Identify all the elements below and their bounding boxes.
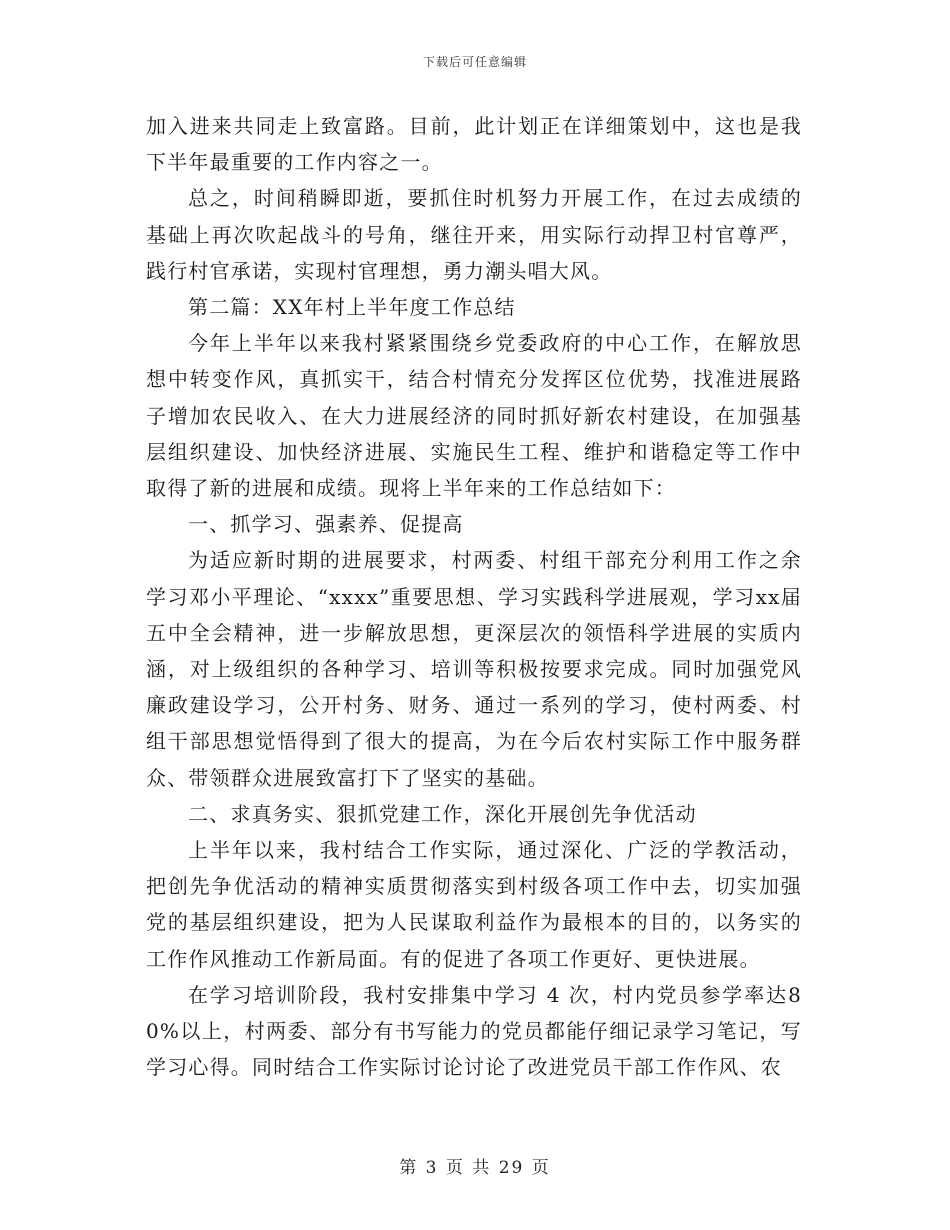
paragraph-2: 总之，时间稍瞬即逝，要抓住时机努力开展工作，在过去成绩的基础上再次吹起战斗的号角，继往开来，用实际行动捍卫村官尊严，践行村官承诺，实现村官理想，勇力潮头唱大风。 [146, 186, 802, 283]
section-title: 第二篇：XX年村上半年度工作总结 [188, 295, 516, 320]
paragraph-5: 上半年以来，我村结合工作实际，通过深化、广泛的学教活动，把创先争优活动的精神实质贯彻落实到村级各项工作中去，切实加强党的基层组织建设，把为人民谋取利益作为最根本的目的，以务实的工作作风推动工作新局面。有的促进了各项工作更好、更快进展。 [146, 838, 802, 971]
paragraph-4: 为适应新时期的进展要求，村两委、村组干部充分利用工作之余学习邓小平理论、“xxxx”重要思想、学习实践科学进展观，学习xx届五中全会精神，进一步解放思想，更深层次的领悟科学进展的实质内涵，对上级组织的各种学习、培训等积极按要求完成。同时加强党风廉政建设学习，公开村务、财务、通过一系列的学习，使村两委、村组干部思想觉悟得到了很大的提高，为在今后农村实际工作中服务群众、带领群众进展致富打下了坚实的基础。 [146, 548, 802, 790]
document-body [146, 108, 802, 1085]
subheading-1: 一、抓学习、强素养、促提高 [188, 512, 464, 537]
subheading-2: 二、求真务实、狠抓党建工作，深化开展创先争优活动 [188, 801, 697, 826]
paragraph-3: 今年上半年以来我村紧紧围绕乡党委政府的中心工作，在解放思想中转变作风，真抓实干，结合村情充分发挥区位优势，找准进展路子增加农民收入、在大力进展经济的同时抓好新农村建设，在加强基层组织建设、加快经济进展、实施民生工程、维护和谐稳定等工作中取得了新的进展和成绩。现将上半年来的工作总结如下： [146, 331, 802, 501]
paragraph-1: 加入进来共同走上致富路。目前，此计划正在详细策划中，这也是我下半年最重要的工作内容之一。 [146, 114, 802, 175]
page-number: 第 3 页 共 29 页 [399, 1158, 551, 1178]
paragraph-6: 在学习培训阶段，我村安排集中学习 4 次，村内党员参学率达80%以上，村两委、部分有书写能力的党员都能仔细记录学习笔记，写学习心得。同时结合工作实际讨论讨论了改进党员干部工作作风、农 [146, 982, 802, 1080]
page-header-note: 下载后可任意编辑 [422, 55, 527, 69]
